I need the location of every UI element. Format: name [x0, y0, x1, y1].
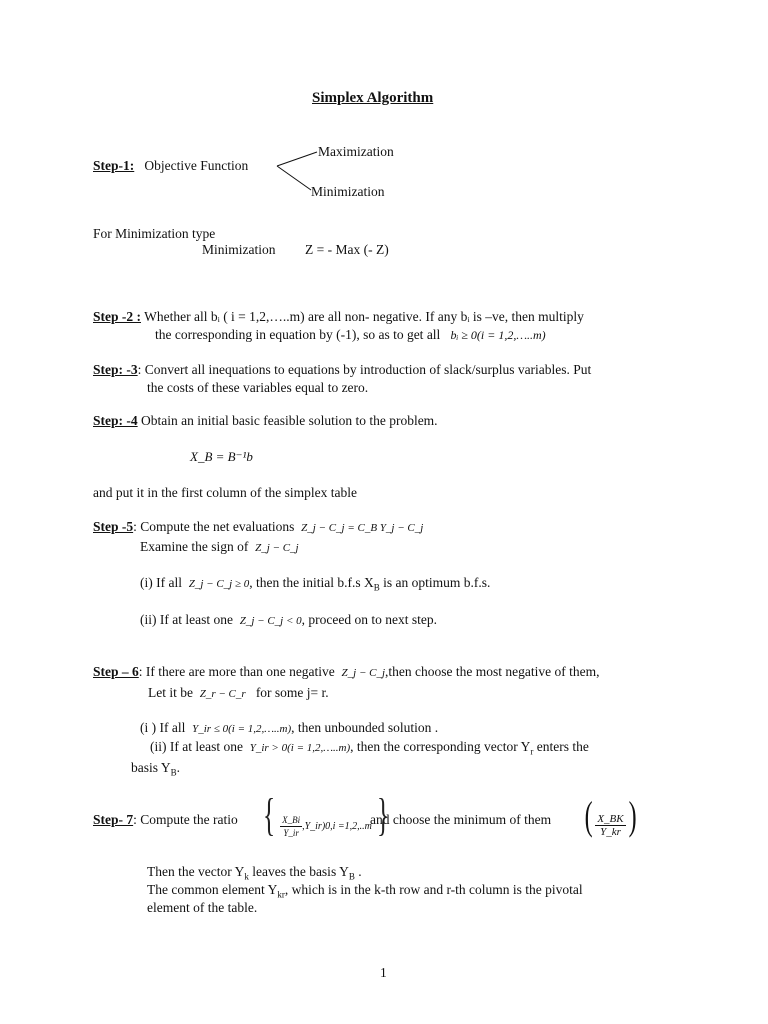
- step7-text: : Compute the ratio: [133, 812, 238, 827]
- step5-formula: Z_j − C_j = C_B Y_j − C_j: [301, 522, 424, 534]
- page-number: 1: [380, 965, 387, 980]
- step1-label: Step-1:: [93, 158, 135, 173]
- step2-label: Step -2 :: [93, 309, 141, 324]
- step7-min-expression: [582, 793, 639, 842]
- step6-case2-end: enters the: [533, 739, 589, 754]
- step7-pivot-text: The common element Y: [147, 882, 278, 897]
- step1-text: Objective Function: [144, 158, 249, 173]
- step6-case1-suffix: , then unbounded solution .: [291, 720, 439, 735]
- step6-case1-prefix: (i ) If all: [140, 720, 186, 735]
- ratio-left-brace: {: [262, 789, 276, 840]
- step7-then-sub2: B: [348, 871, 355, 882]
- step6-case2-suffix: , then the corresponding vector Y: [350, 739, 531, 754]
- step6-basis-sub: B: [170, 767, 177, 778]
- step6-line2-prefix: Let it be: [148, 685, 193, 700]
- step6-case2-line2: [131, 760, 180, 776]
- step6-basis-text: basis Y: [131, 760, 171, 775]
- min-fraction: [595, 813, 625, 838]
- step2-math: bᵢ ≥ 0(i = 1,2,…..m): [450, 328, 546, 342]
- step6-line2-suffix: for some j= r.: [255, 685, 329, 700]
- step6-case2-prefix: (ii) If at least one: [150, 739, 243, 754]
- step6-line1-math: Z_j − C_j: [341, 667, 386, 679]
- step5-case2-suffix: , proceed on to next step.: [301, 612, 437, 627]
- step7-pivot-sub: kr: [277, 889, 285, 900]
- step2-text1: Whether all bᵢ ( i = 1,2,…..m) are all non- negative. If any bᵢ is –ve, then multiply: [144, 309, 584, 324]
- minimization-label: Minimization: [202, 242, 276, 257]
- branch-maximization: Maximization: [318, 144, 394, 159]
- ratio-numerator: X_Bi: [282, 815, 301, 826]
- step6-line2-math: Z_r − C_r: [199, 688, 246, 700]
- step6-case2-math: Y_ir > 0(i = 1,2,…..m): [249, 742, 351, 754]
- page-title: Simplex Algorithm: [312, 90, 434, 106]
- step5-examine-text: Examine the sign of: [140, 539, 249, 554]
- step7-then-rest: leaves the basis Y: [248, 864, 349, 879]
- minimization-intro: For Minimization type: [93, 226, 216, 241]
- ratio-right-brace: }: [376, 789, 390, 840]
- step7-pivot-line2: element of the table.: [147, 900, 258, 915]
- step5-examine: [140, 539, 299, 556]
- step3-line1: [93, 362, 591, 378]
- step4-text: Obtain an initial basic feasible solution to the problem.: [141, 413, 438, 428]
- step1-line: [93, 158, 248, 174]
- step6-line1: [93, 664, 600, 681]
- step5-case2: [140, 612, 437, 629]
- min-numerator: X_BK: [597, 813, 624, 826]
- step7-then-sub: k: [244, 871, 249, 882]
- ratio-rest: ,Y_ir)0,i =1,2,..m: [302, 820, 372, 832]
- step6-line1-prefix: : If there are more than one negative: [138, 664, 335, 679]
- step6-line2: [148, 685, 329, 702]
- step2-line1: [93, 309, 584, 325]
- step3-line2: the costs of these variables equal to zero.: [147, 380, 369, 395]
- step6-case2-sub: r: [530, 746, 534, 757]
- step6-basis-end: .: [176, 760, 181, 775]
- branch-minimization: Minimization: [311, 184, 385, 199]
- step5-examine-math: Z_j − C_j: [255, 542, 299, 554]
- step5-case2-prefix: (ii) If at least one: [140, 612, 233, 627]
- ratio-fraction: [280, 814, 302, 839]
- step7-label: Step- 7: [93, 812, 134, 827]
- step4-after: and put it in the first column of the simplex table: [93, 485, 357, 500]
- step5-case1: [140, 575, 490, 592]
- step7-middle: and choose the minimum of them: [370, 812, 552, 827]
- min-denominator: Y_kr: [600, 826, 621, 839]
- ratio-denominator: Y_ir: [283, 828, 299, 839]
- step5-case1-suffix: , then the initial b.f.s X: [249, 575, 374, 590]
- step7-then-text: Then the vector Y: [147, 864, 245, 879]
- step6-label: Step – 6: [93, 664, 139, 679]
- step7-then: [147, 864, 362, 880]
- minimization-formula: Z = - Max (- Z): [305, 242, 389, 257]
- step6-case1: [140, 720, 438, 737]
- step6-line1-suffix: ,then choose the most negative of them,: [385, 664, 600, 679]
- step2-line2: [155, 327, 546, 343]
- step3-label: Step: -3: [93, 362, 138, 377]
- step7-pivot-rest: , which is in the k-th row and r-th column is the pivotal: [284, 882, 583, 897]
- step5-case1-math: Z_j − C_j ≥ 0: [188, 578, 250, 590]
- step6-case2: [150, 739, 589, 756]
- step5-case1-prefix: (i) If all: [140, 575, 182, 590]
- step5-case2-math: Z_j − C_j < 0: [239, 615, 302, 627]
- step4-formula: X_B = B⁻¹b: [190, 449, 253, 464]
- step4-label: Step: -4: [93, 413, 138, 428]
- step6-case1-math: Y_ir ≤ 0(i = 1,2,…..m): [192, 723, 292, 735]
- step7-then-end: .: [354, 864, 362, 879]
- step5-case1-sub: B: [373, 582, 380, 593]
- step5-case1-end: is an optimum b.f.s.: [379, 575, 491, 590]
- step2-text2: the corresponding in equation by (-1), so as to get all: [155, 327, 441, 342]
- step7-pivot-line1: [147, 882, 583, 898]
- step4-line: [93, 413, 438, 429]
- step3-text1: : Convert all inequations to equations by introduction of slack/surplus variables. Put: [137, 362, 592, 377]
- step5-label: Step -5: [93, 519, 134, 534]
- min-left-paren: (: [584, 793, 593, 838]
- step5-line: [93, 519, 423, 536]
- step7-label-line: [93, 812, 238, 828]
- step5-text: : Compute the net evaluations: [133, 519, 295, 534]
- min-right-paren: ): [628, 793, 637, 838]
